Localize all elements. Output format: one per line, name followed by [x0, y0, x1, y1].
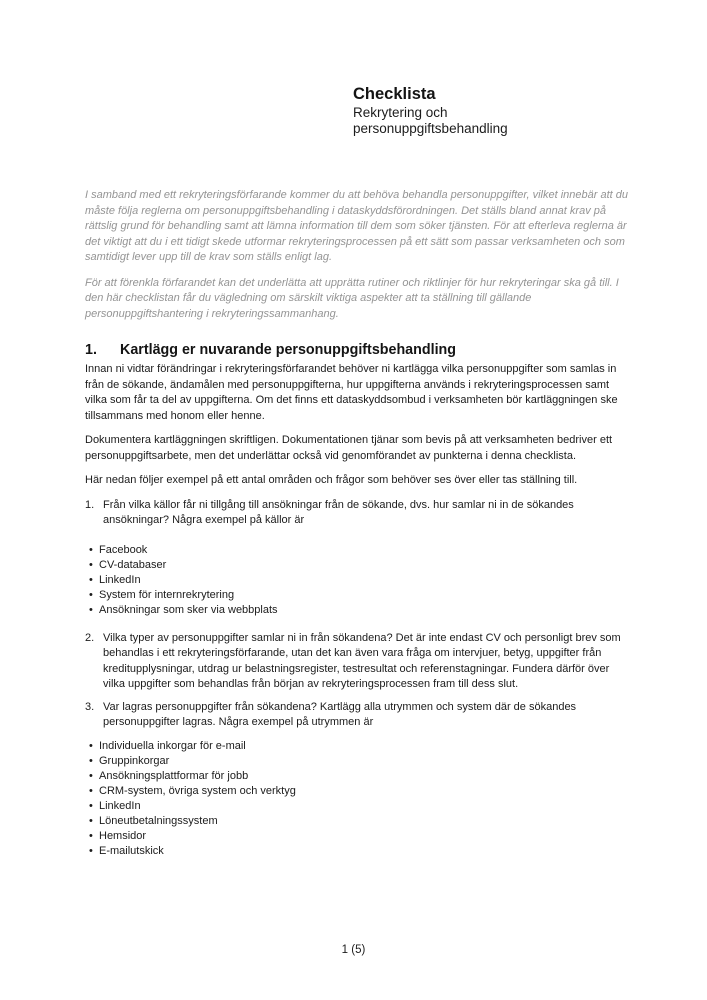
document-subtitle-line1: Rekrytering och: [353, 105, 448, 120]
list-item: [85, 573, 634, 588]
section-1-number: 1.: [85, 342, 97, 358]
numbered-item-1: [85, 498, 634, 529]
list-item: [85, 588, 634, 603]
list-item-label: System för internrekrytering: [99, 588, 235, 601]
list-item-label: Individuella inkorgar för e-mail: [99, 739, 246, 752]
list-item-label: Facebook: [99, 543, 148, 556]
numbered-item-3: [85, 700, 634, 731]
bullet-icon: •: [89, 769, 93, 782]
intro-paragraph-2: För att förenkla förfarandet kan det underlätta att upprätta rutiner och riktlinjer för hur rekryteringar ska gå till. I den här checklistan får du vägledning om särskilt viktiga aspekter att ta ställning till gällande personuppgiftshantering i rekryteringssammanhang.: [85, 276, 619, 320]
numbered-item-2-text: Vilka typer av personuppgifter samlar ni in från sökandena? Det är inte endast CV och personligt brev som behandlas i ett rekryteringsförfarande, utan det kan även vara fråga om intervjuer, betyg, uppgifter från kreditupplysningar, utdrag ur belastningsregister, testresultat och referenstagningar. Fundera därför över vilka uppgifter som behandlas från början av rekryteringsprocessen fram till dess slut.: [103, 631, 621, 690]
list-item: [85, 754, 634, 769]
bullet-icon: •: [89, 603, 93, 616]
bullet-list-storage: [85, 739, 634, 859]
list-item-label: Gruppinkorgar: [99, 754, 170, 767]
list-item: [85, 829, 634, 844]
document-header: [353, 84, 508, 137]
list-item: [85, 844, 634, 859]
bullet-icon: •: [89, 814, 93, 827]
intro-section: [85, 188, 634, 332]
bullet-icon: •: [89, 799, 93, 812]
bullet-icon: •: [89, 573, 93, 586]
list-item: [85, 769, 634, 784]
bullet-icon: •: [89, 558, 93, 571]
intro-paragraph-1: I samband med ett rekryteringsförfarande kommer du att behöva behandla personuppgifter, vilket innebär att du måste följa reglerna om personuppgiftsbehandling i dataskyddsförordningen. Det ställs bland annat krav på rättslig grund för behandling samt att lämna information till dem som söker tjänsten. För att efterleva reglerna är det viktigt att du i ett tidigt skede utformar rekryteringsprocessen på ett sätt som passar verksamheten och som samtidigt lever upp till de krav som ställs enligt lag.: [85, 189, 628, 263]
section-1-heading: [85, 342, 634, 359]
numbered-item-3-text: Var lagras personuppgifter från sökandena? Kartlägg alla utrymmen och system där de sökandes personuppgifter lagras. Några exempel på utrymmen är: [103, 700, 577, 728]
list-item-label: Ansökningsplattformar för jobb: [99, 769, 249, 782]
list-item: [85, 814, 634, 829]
list-item-label: CV-databaser: [99, 558, 167, 571]
list-item: [85, 543, 634, 558]
numbered-item-2-number: 2.: [85, 631, 95, 644]
list-item: [85, 799, 634, 814]
document-title: Checklista: [353, 85, 436, 103]
list-item-label: Ansökningar som sker via webbplats: [99, 603, 278, 616]
numbered-item-2: [85, 631, 634, 693]
list-item-label: LinkedIn: [99, 799, 141, 812]
list-item-label: Hemsidor: [99, 829, 147, 842]
section-1-paragraph-1: Innan ni vidtar förändringar i rekryteringsförfarandet behöver ni kartlägga vilka personuppgifter som samlas in från de sökande, ändamålen med personuppgifterna, hur uppgifterna används i rekryteringsprocessen samt vilka som får ta del av uppgifterna. Om det finns ett dataskyddsombud i verksamheten bör kartläggningen ske tillsammans med honom eller henne.: [85, 363, 618, 422]
section-1-paragraph-3: Här nedan följer exempel på ett antal områden och frågor som behöver ses över eller tas ställning till.: [85, 474, 578, 486]
section-1-title: Kartlägg er nuvarande personuppgiftsbehandling: [120, 342, 457, 358]
bullet-icon: •: [89, 543, 93, 556]
bullet-icon: •: [89, 754, 93, 767]
numbered-item-1-number: 1.: [85, 498, 95, 511]
list-item-label: LinkedIn: [99, 573, 141, 586]
bullet-icon: •: [89, 844, 93, 857]
list-item-label: Löneutbetalningssystem: [99, 814, 218, 827]
bullet-list-sources: [85, 543, 634, 618]
section-1-paragraph-2: Dokumentera kartläggningen skriftligen. Dokumentationen tjänar som bevis på att verksamheten bedriver ett personuppgiftsarbete, men det underlättar också vid genomförandet av punkterna i denna checklista.: [85, 434, 613, 462]
numbered-item-1-text: Från vilka källor får ni tillgång till ansökningar från de sökande, dvs. hur samlar ni in de sökandes ansökningar? Några exempel på källor är: [103, 498, 574, 526]
bullet-icon: •: [89, 588, 93, 601]
section-1: [85, 342, 634, 859]
bullet-icon: •: [89, 829, 93, 842]
list-item: [85, 739, 634, 754]
bullet-icon: •: [89, 739, 93, 752]
list-item: [85, 603, 634, 618]
page-number: 1 (5): [341, 944, 366, 956]
list-item: [85, 558, 634, 573]
list-item-label: CRM-system, övriga system och verktyg: [99, 784, 296, 797]
list-item: [85, 784, 634, 799]
list-item-label: E-mailutskick: [99, 844, 164, 857]
numbered-item-3-number: 3.: [85, 700, 95, 713]
bullet-icon: •: [89, 784, 93, 797]
document-subtitle-line2: personuppgiftsbehandling: [353, 121, 508, 136]
